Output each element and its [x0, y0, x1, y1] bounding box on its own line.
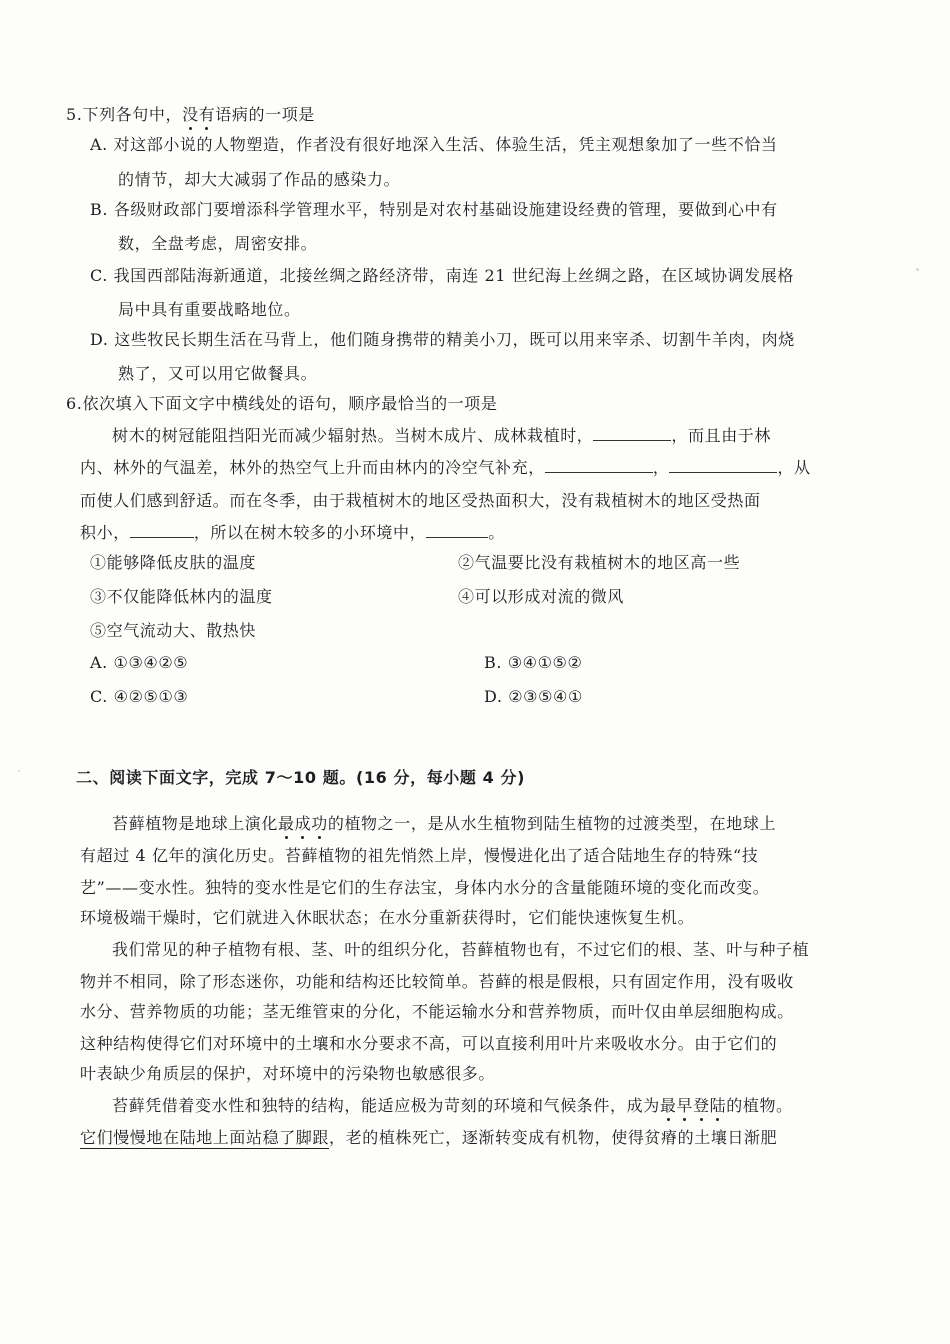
- q5-option-c-line1: C. 我国西部陆海新通道，北接丝绸之路经济带，南连 21 世纪海上丝绸之路，在区域协调发展格: [90, 266, 794, 285]
- scan-speck: [18, 770, 20, 772]
- q5-option-b-line2: 数，全盘考虑，周密安排。: [118, 234, 318, 253]
- scan-speck: [916, 268, 919, 271]
- q5-option-b-line1: B. 各级财政部门要增添科学管理水平，特别是对农村基础设施建设经费的管理，要做到心中有: [90, 200, 778, 219]
- q6-blank-1: [593, 426, 671, 441]
- q6-item-4: ④可以形成对流的微风: [458, 587, 625, 606]
- q6-blank-4: [130, 523, 194, 538]
- q5-option-d-line1: D. 这些牧民长期生活在马背上，他们随身携带的精美小刀，既可以用来宰杀、切割牛羊肉，肉烧: [90, 330, 795, 349]
- q6-passage-line4: 积小， ，所以在树木较多的小环境中， 。: [80, 523, 505, 542]
- reading-p1-line3: 艺”——变水性。独特的变水性是它们的生存法宝，身体内水分的含量能随环境的变化而改变。: [80, 878, 770, 897]
- reading-p2-line2: 物并不相同，除了形态迷你，功能和结构还比较简单。苔藓的根是假根，只有固定作用，没有吸收: [80, 972, 794, 991]
- reading-p3-underlined-sentence: 它们慢慢地在陆地上面站稳了脚跟: [80, 1128, 330, 1147]
- section-2-title: 二、阅读下面文字，完成 7～10 题。(16 分，每小题 4 分): [76, 768, 526, 787]
- q5-stem: 5.下列各句中，没有语病的一项是: [66, 105, 315, 124]
- q6-choice-d: D. ②③⑤④①: [484, 687, 583, 706]
- q5-option-a-line2: 的情节，却大大减弱了作品的感染力。: [118, 170, 401, 189]
- reading-p2-line5: 叶表缺少角质层的保护，对环境中的污染物也敏感很多。: [80, 1064, 496, 1083]
- reading-p2-line1: 我们常见的种子植物有根、茎、叶的组织分化，苔藓植物也有，不过它们的根、茎、叶与种子植: [112, 940, 810, 959]
- reading-p3-emphasis: 最早登陆: [659, 1096, 727, 1115]
- q5-option-c-line2: 局中具有重要战略地位。: [118, 300, 301, 319]
- q6-item-2: ②气温要比没有栽植树木的地区高一些: [458, 553, 741, 572]
- q6-item-5: ⑤空气流动大、散热快: [90, 621, 257, 640]
- q6-passage-line1: 树木的树冠能阻挡阳光而减少辐射热。当树木成片、成林栽植时， ，而且由于林: [112, 426, 772, 445]
- reading-p2-line4: 这种结构使得它们对环境中的土壤和水分要求不高，可以直接利用叶片来吸收水分。由于它们的: [80, 1034, 778, 1053]
- reading-p3-line2: 它们慢慢地在陆地上面站稳了脚跟，老的植株死亡，逐渐转变成有机物，使得贫瘠的土壤日渐肥: [80, 1128, 778, 1147]
- q6-choice-a: A. ①③④②⑤: [90, 653, 189, 672]
- reading-p1-line2: 有超过 4 亿年的演化历史。苔藓植物的祖先悄然上岸，慢慢进化出了适合陆地生存的特殊“技: [80, 846, 759, 865]
- q6-item-3: ③不仅能降低林内的温度: [90, 587, 273, 606]
- q6-choice-c: C. ④②⑤①③: [90, 687, 189, 706]
- q6-passage-line2: 内、林外的气温差，林外的热空气上升而由林内的冷空气补充， ， ，从: [80, 458, 811, 477]
- q5-option-a-line1: A. 对这部小说的人物塑造，作者没有很好地深入生活、体验生活，凭主观想象加了一些不恰当: [90, 135, 778, 154]
- q6-choice-b: B. ③④①⑤②: [484, 653, 583, 672]
- q5-option-d-line2: 熟了，又可以用它做餐具。: [118, 364, 318, 383]
- reading-p1-line1: 苔藓植物是地球上演化最成功的植物之一，是从水生植物到陆生植物的过渡类型，在地球上: [112, 814, 777, 833]
- reading-p1-line4: 环境极端干燥时，它们就进入休眠状态；在水分重新获得时，它们能快速恢复生机。: [80, 908, 695, 927]
- q6-blank-5: [426, 523, 488, 538]
- q6-passage-line3: 而使人们感到舒适。而在冬季，由于栽植树木的地区受热面积大，没有栽植树木的地区受热面: [80, 491, 761, 510]
- reading-p1-emphasis: 最成功: [278, 814, 328, 833]
- q5-stem-emphasis: 没有: [182, 105, 216, 124]
- reading-p2-line3: 水分、营养物质的功能；茎无维管束的分化，不能运输水分和营养物质，而叶仅由单层细胞构成。: [80, 1002, 794, 1021]
- q6-blank-2: [545, 458, 653, 473]
- q6-item-1: ①能够降低皮肤的温度: [90, 553, 257, 572]
- q6-stem: 6.依次填入下面文字中横线处的语句，顺序最恰当的一项是: [66, 394, 498, 413]
- reading-p3-line1: 苔藓凭借着变水性和独特的结构，能适应极为苛刻的环境和气候条件，成为最早登陆的植物。: [112, 1096, 793, 1115]
- q6-blank-3: [669, 458, 777, 473]
